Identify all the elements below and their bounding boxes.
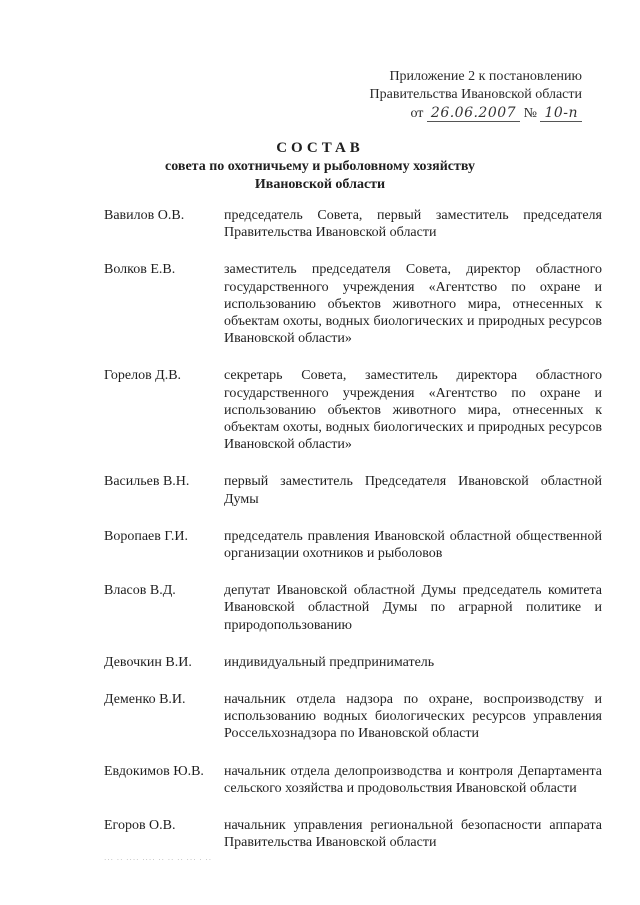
document-subtitle-line-1: совета по охотничьему и рыболовному хозяйству [165,159,475,174]
appendix-date-line [332,104,582,123]
number-value: 10-п [540,105,582,122]
member-name: Евдокимов Ю.В. [104,763,204,779]
member-name: Девочкин В.И. [104,654,192,670]
member-role: начальник отдела делопроизводства и контроля Департамента сельского хозяйства и продовольствия Ивановской области [224,763,602,796]
member-role: начальник управления региональной безопасности аппарата Правительства Ивановской области [224,818,602,851]
member-row [104,367,604,453]
document-title: СОСТАВ [276,140,364,156]
member-name: Волков Е.В. [104,262,176,278]
member-name: Егоров О.В. [104,818,176,834]
document-subtitle-line-2: Ивановской области [254,177,386,192]
appendix-line-1: Приложение 2 к постановлению [389,69,582,84]
member-row [104,582,604,634]
member-role: индивидуальный предприниматель [224,654,435,670]
member-name: Горелов Д.В. [104,368,182,384]
member-role: начальник отдела надзора по охране, воспроизводству и использованию водных биологических ресурсов управления Россельхознадзора по Ивановской области [224,692,602,742]
appendix-header [332,68,582,123]
member-row [104,817,604,851]
member-role: депутат Ивановской областной Думы председатель комитета Ивановской областной Думы по аграрной политике и природопользованию [224,583,602,633]
member-row [104,691,604,743]
date-prefix: от [410,106,424,121]
member-row [104,261,604,347]
member-name: Вавилов О.В. [104,208,185,223]
footer-fax-marks: ··· ·· ···· ···· ·· ·· ·· ··· · ·· [104,856,213,864]
member-row [104,528,604,562]
member-role: председатель Совета, первый заместитель председателя Правительства Ивановской области [224,208,602,241]
member-row [104,763,604,797]
member-role: председатель правления Ивановской областной общественной организации охотников и рыболовов [224,528,602,562]
member-role: заместитель председателя Совета, директор областного государственного учреждения «Агентство по охране и использованию объектов животного мира, отнесенных к объектам охоты, водных биологических и природных ресурсов Ивановской области» [224,262,602,347]
member-row [104,654,604,671]
date-value: 26.06.2007 [427,105,520,122]
member-name: Васильев В.Н. [104,474,190,490]
member-name: Воропаев Г.И. [104,528,188,544]
title-block [0,138,640,194]
number-sign: № [523,106,537,121]
member-name: Власов В.Д. [104,583,176,599]
member-role: секретарь Совета, заместитель директора областного государственного учреждения «Агентство по охране и использованию объектов животного мира, отнесенных к объектам охоты, водных биологических и природных ресурсов Ивановской области» [224,368,602,453]
member-row [104,207,604,241]
member-role: первый заместитель Председателя Ивановской областной Думы [224,474,602,507]
appendix-line-2: Правительства Ивановской области [369,87,582,102]
members-list [104,207,604,851]
member-row [104,473,604,507]
member-name: Деменко В.И. [104,692,186,708]
